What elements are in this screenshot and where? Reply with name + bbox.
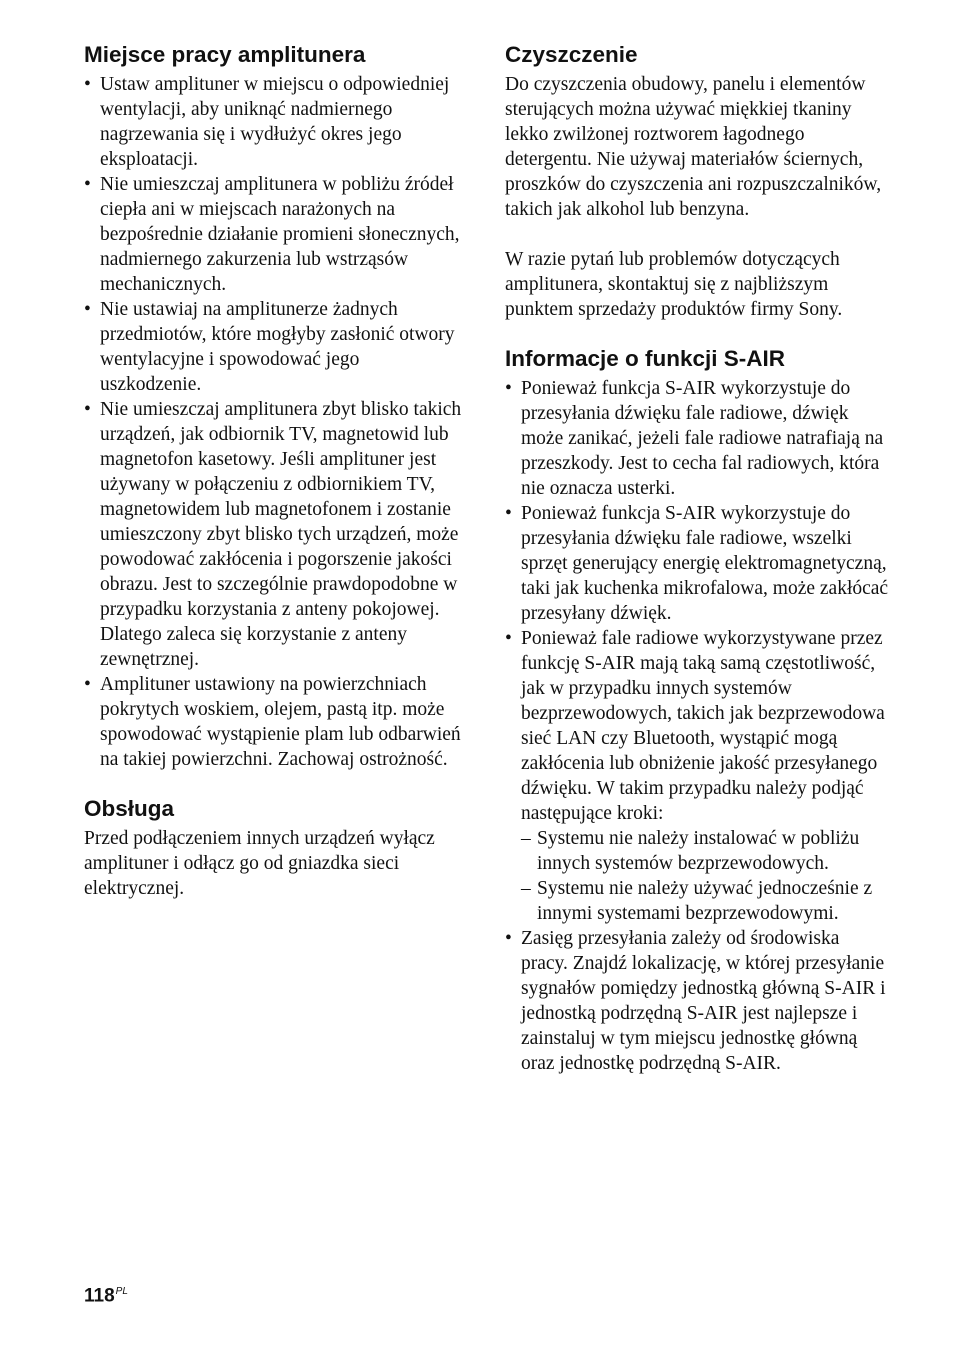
list-item: • Ustaw amplituner w miejscu o odpowiedniej wentylacji, aby uniknąć nadmiernego nagrzewania się i wydłużyć okres jego eksploatacji. xyxy=(84,72,462,172)
page-number-value: 118 xyxy=(84,1285,115,1307)
page-language-suffix: PL xyxy=(115,1286,128,1297)
right-column xyxy=(505,40,890,1098)
step-item: – Systemu nie należy używać jednocześnie z innymi systemami bezprzewodowymi. xyxy=(521,876,890,926)
placement-list xyxy=(84,72,462,772)
list-item: • Nie umieszczaj amplitunera w pobliżu źródeł ciepła ani w miejscach narażonych na bezpośrednie działanie promieni słonecznych, nadmiernego zakurzenia lub wstrząsów mechanicznych. xyxy=(84,172,462,297)
list-item: • Nie umieszczaj amplitunera zbyt blisko takich urządzeń, jak odbiornik TV, magnetowid lub magnetofon kasetowy. Jeśli amplituner jest używany w połączeniu z odbiornikiem TV, magnetowidem lub magnetofonem i zostanie umieszczony zbyt blisko tych urządzeń, może powodować zakłócenia i pogorszenie jakości obrazu. Jest to szczególnie prawdopodobne w przypadku korzystania z anteny pokojowej. Dlatego zaleca się korzystanie z anteny zewnętrznej. xyxy=(84,397,462,672)
list-item-text: Ponieważ fale radiowe wykorzystywane przez funkcję S-AIR mają taką samą częstotliwość, jak w przypadku innych systemów bezprzewodowych, takich jak bezprzewodowa sieć LAN czy Bluetooth, wystąpić mogą zakłócenia lub obniżenie jakość przesyłanego dźwięku. W takim przypadku należy podjąć następujące kroki: xyxy=(521,628,885,824)
cleaning-heading: Czyszczenie xyxy=(505,42,638,67)
placement-heading: Miejsce pracy amplitunera xyxy=(84,42,366,67)
sair-heading: Informacje o funkcji S-AIR xyxy=(505,346,786,371)
sair-section xyxy=(505,344,890,1076)
cleaning-section xyxy=(505,40,890,322)
list-item xyxy=(505,626,890,926)
list-item: • Amplituner ustawiony na powierzchniach pokrytych woskiem, olejem, pastą itp. może spowodować wystąpienie plam lub odbarwień na takiej powierzchni. Zachowaj ostrożność. xyxy=(84,672,462,772)
left-column xyxy=(84,40,462,923)
steps-list xyxy=(521,826,890,926)
placement-section xyxy=(84,40,462,772)
operation-text: Przed podłączeniem innych urządzeń wyłącz amplituner i odłącz go od gniazdka sieci elektrycznej. xyxy=(84,828,435,899)
list-item: • Zasięg przesyłania zależy od środowiska pracy. Znajdź lokalizację, w której przesyłanie sygnałów pomiędzy jednostką główną S-AIR i jednostką podrzędną S-AIR jest najlepsze i zainstaluj w tym miejscu jednostkę główną oraz jednostkę podrzędną S-AIR. xyxy=(505,926,890,1076)
page-number xyxy=(84,1280,128,1308)
contact-text: W razie pytań lub problemów dotyczących amplitunera, skontaktuj się z najbliższym punktem sprzedaży produktów firmy Sony. xyxy=(505,249,843,320)
operation-heading: Obsługa xyxy=(84,796,175,821)
step-item: – Systemu nie należy instalować w pobliżu innych systemów bezprzewodowych. xyxy=(521,826,890,876)
list-item: • Ponieważ funkcja S-AIR wykorzystuje do przesyłania dźwięku fale radiowe, dźwięk może zanikać, jeżeli fale radiowe natrafiają na przeszkody. Jest to cecha fal radiowych, która nie oznacza usterki. xyxy=(505,376,890,501)
list-item: • Nie ustawiaj na amplitunerze żadnych przedmiotów, które mogłyby zasłonić otwory wentylacyjne i spowodować jego uszkodzenie. xyxy=(84,297,462,397)
list-item: • Ponieważ funkcja S-AIR wykorzystuje do przesyłania dźwięku fale radiowe, wszelki sprzęt generujący energię elektromagnetyczną, taki jak kuchenka mikrofalowa, może zakłócać przesyłany dźwięk. xyxy=(505,501,890,626)
sair-list xyxy=(505,376,890,1076)
cleaning-text: Do czyszczenia obudowy, panelu i elementów sterujących można używać miękkiej tkaniny lekko zwilżonej roztworem łagodnego detergentu. Nie używaj materiałów ściernych, proszków do czyszczenia ani rozpuszczalników, takich jak alkohol lub benzyna. xyxy=(505,74,882,220)
operation-section xyxy=(84,794,462,901)
